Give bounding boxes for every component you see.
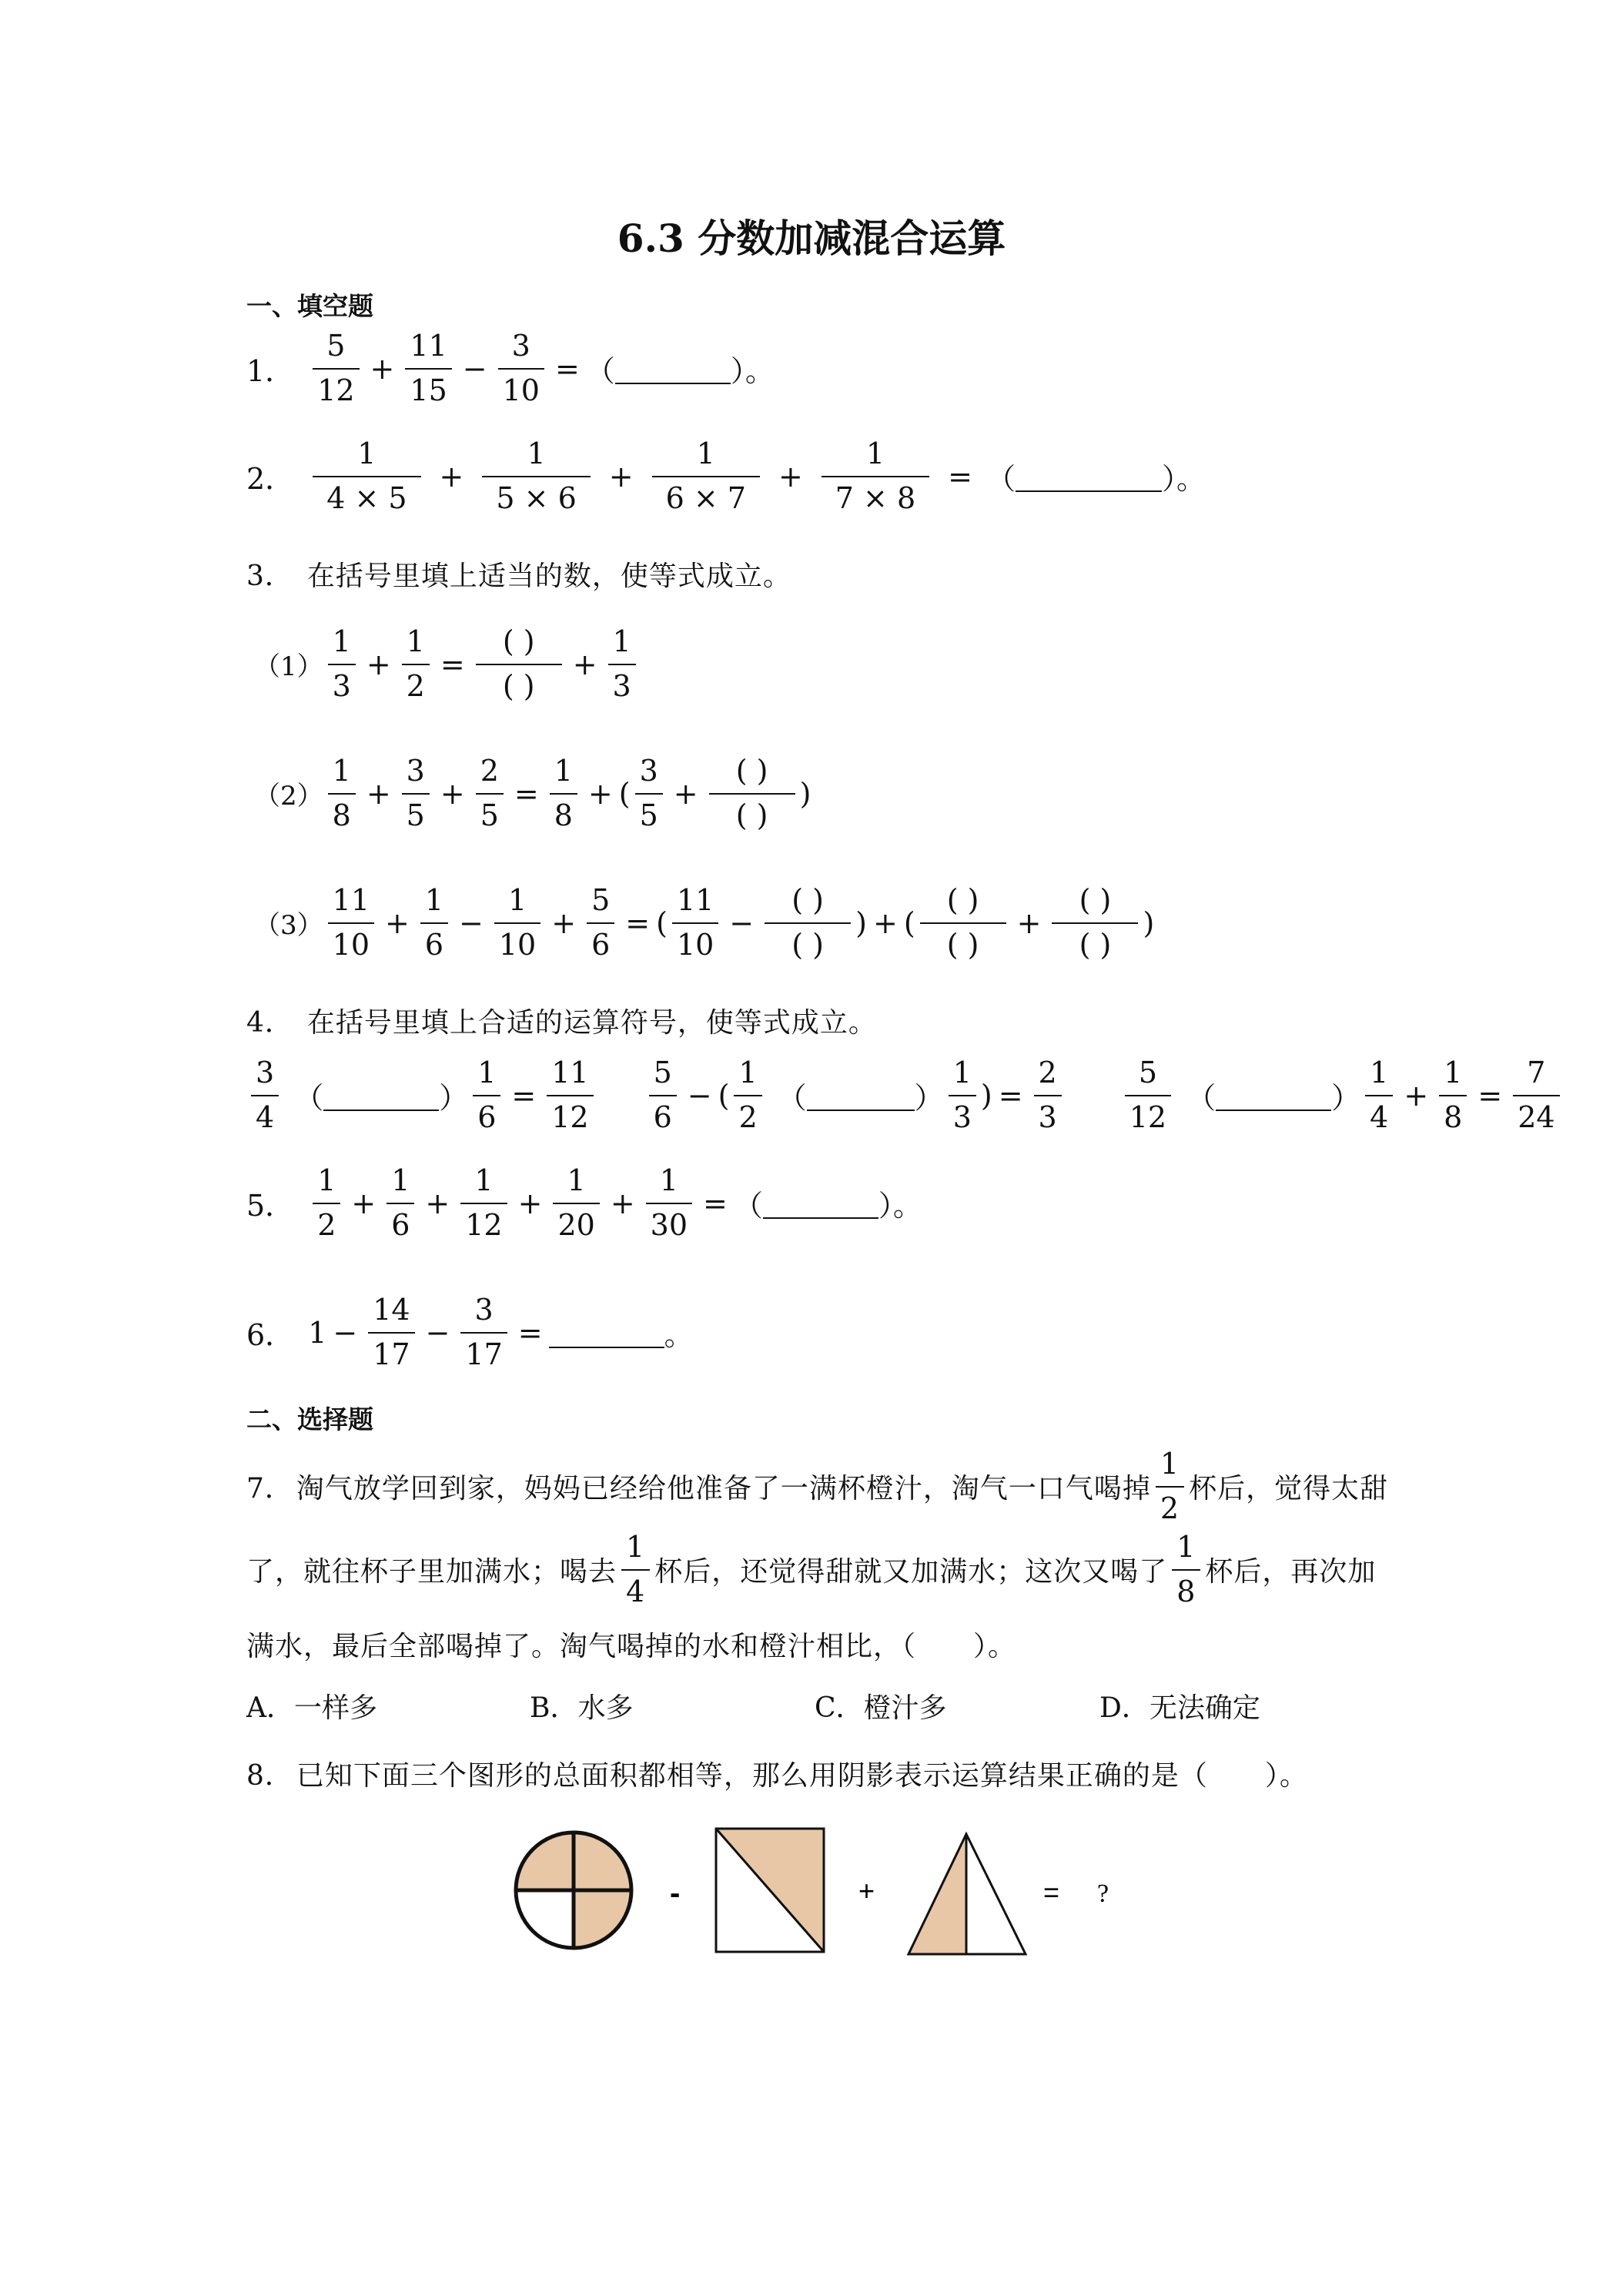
q4-lp-2: （: [777, 1081, 807, 1116]
q3-2-rpar: ): [799, 776, 812, 811]
q6-minus-2: −: [425, 1315, 450, 1350]
question-2: [246, 437, 1206, 515]
q4-frac-b: $\frac{1}{6}$: [473, 1056, 500, 1134]
q3-3-lpar-2: (: [903, 905, 915, 940]
q8-question-mark: ?: [1097, 1879, 1109, 1908]
square-shape: [716, 1829, 824, 1952]
q3-3-minus-1: −: [459, 905, 484, 940]
q6-one: 1: [308, 1315, 327, 1350]
question-1: [246, 330, 775, 407]
q2-right-paren: ）。: [1162, 462, 1206, 497]
q7-frac-eighth: $\frac{1}{8}$: [1172, 1531, 1200, 1608]
q3-3-lpar-1: (: [656, 905, 668, 940]
q2-fraction-3: $\frac{1}{6 \times 7}$: [652, 437, 760, 515]
q7-frac-half: $\frac{1}{2}$: [1156, 1448, 1184, 1525]
q2-op-plus-3: +: [778, 459, 803, 494]
q3-3-plus-4: +: [1016, 905, 1042, 940]
q3-3-blank-frac-3[interactable]: $\frac{( )}{( )}$: [1052, 884, 1138, 962]
q3-text: 在括号里填上适当的数，使等式成立。: [306, 561, 791, 592]
q3-2-lpar: (: [618, 776, 631, 811]
q3-number: 3．: [246, 561, 293, 592]
q3-2-frac-b: $\frac{3}{5}$: [402, 755, 430, 832]
question-8: [246, 1754, 1308, 1793]
q7-text-3: 满水，最后全部喝掉了。淘气喝掉的水和橙汁相比，（ ）。: [246, 1631, 1017, 1662]
q3-3-rpar-1: ): [855, 905, 867, 940]
q3-part-1-label: （1）: [254, 651, 323, 683]
q1-fraction-2: $\frac{11}{15}$: [405, 330, 451, 407]
q6-frac-1: $\frac{14}{17}$: [368, 1294, 414, 1371]
section-choice-heading: 二、选择题: [246, 1404, 373, 1434]
q1-answer-blank[interactable]: [615, 353, 731, 384]
q2-number: 2．: [246, 462, 295, 497]
q4-operator-blank-1[interactable]: [323, 1080, 439, 1111]
q5-answer-blank[interactable]: [763, 1188, 878, 1219]
q3-1-plus-2: +: [572, 647, 597, 681]
q3-3-plus-3: +: [872, 905, 898, 940]
section-fill-heading: 一、填空题: [246, 291, 373, 321]
q8-equals-sign: =: [1043, 1876, 1060, 1908]
q7-frac-quarter: $\frac{1}{4}$: [621, 1531, 650, 1608]
q4-operator-blank-3[interactable]: [1216, 1080, 1331, 1111]
question-3-prompt: [246, 554, 791, 594]
q3-1-frac-c: $\frac{1}{3}$: [608, 625, 636, 703]
q8-plus-sign: +: [858, 1875, 875, 1906]
q4-eq-2: =: [998, 1078, 1023, 1113]
q2-left-paren: （: [986, 462, 1016, 497]
q5-frac-5: $\frac{1}{30}$: [646, 1164, 692, 1242]
q3-3-frac-e: $\frac{11}{10}$: [672, 884, 718, 962]
q4-frac-a: $\frac{3}{4}$: [251, 1056, 279, 1134]
q5-frac-3: $\frac{1}{12}$: [460, 1164, 507, 1242]
circle-shape: [516, 1832, 631, 1948]
q5-equals: =: [703, 1186, 728, 1220]
q4-frac-e: $\frac{1}{3}$: [949, 1056, 976, 1134]
q3-3-frac-d: $\frac{5}{6}$: [587, 884, 614, 962]
q3-3-frac-b: $\frac{1}{6}$: [420, 884, 448, 962]
q3-2-frac-d: $\frac{1}{8}$: [550, 755, 577, 832]
q3-3-plus-2: +: [551, 905, 577, 940]
q4-lp-1: （: [294, 1081, 324, 1116]
q6-minus-1: −: [333, 1315, 358, 1350]
q6-equals: =: [517, 1315, 543, 1350]
q7-choice-a[interactable]: A．一样多: [246, 1692, 377, 1724]
q3-2-plus-3: +: [587, 776, 613, 811]
q2-fraction-4: $\frac{1}{7 \times 8}$: [822, 437, 929, 515]
q6-end: 。: [664, 1318, 694, 1353]
q3-2-frac-e: $\frac{3}{5}$: [635, 755, 663, 832]
q1-fraction-1: $\frac{5}{12}$: [313, 330, 359, 407]
q3-part-3: [254, 884, 1154, 962]
q1-number: 1．: [246, 354, 295, 389]
q4-number: 4．: [246, 1007, 293, 1039]
q3-3-blank-frac-2[interactable]: $\frac{( )}{( )}$: [920, 884, 1006, 962]
q3-part-2: [254, 755, 811, 832]
q3-2-plus-1: +: [366, 776, 391, 811]
q7-text-2c: 杯后，再次加: [1205, 1556, 1377, 1588]
q7-number: 7．: [246, 1473, 293, 1505]
q2-equals: =: [948, 459, 972, 494]
q5-lp: （: [733, 1189, 763, 1223]
q5-plus-3: +: [517, 1186, 543, 1220]
question-4-prompt: [246, 1001, 877, 1040]
question-6: [246, 1294, 694, 1371]
q4-frac-f: $\frac{5}{12}$: [1125, 1056, 1171, 1134]
q4-frac-h: $\frac{1}{8}$: [1439, 1056, 1467, 1134]
q5-number: 5．: [246, 1189, 295, 1223]
q3-1-plus: +: [366, 647, 391, 681]
q4-lpar: (: [718, 1078, 730, 1113]
q3-3-plus-1: +: [385, 905, 410, 940]
q7-choice-d[interactable]: D．无法确定: [1099, 1692, 1260, 1724]
q1-right-paren: ）。: [730, 354, 775, 389]
q3-3-rpar-2: ): [1143, 905, 1155, 940]
q3-1-equals: =: [440, 647, 465, 681]
q1-equals: =: [554, 351, 580, 386]
q3-2-frac-c: $\frac{2}{5}$: [476, 755, 504, 832]
q1-op-plus: +: [370, 351, 395, 386]
q6-frac-2: $\frac{3}{17}$: [460, 1294, 507, 1371]
q5-plus-2: +: [425, 1186, 450, 1220]
q7-line-3: [246, 1625, 1016, 1664]
q7-text-1a: 淘气放学回到家，妈妈已经给他准备了一满杯橙汁，淘气一口气喝掉: [296, 1473, 1151, 1505]
q3-3-equals: =: [625, 905, 651, 940]
q2-fraction-2: $\frac{1}{5 \times 6}$: [482, 437, 590, 515]
q4-frac-r2: $\frac{2}{3}$: [1034, 1056, 1062, 1134]
q8-figure: [508, 1817, 1155, 1963]
q1-op-minus: −: [462, 351, 487, 386]
q7-text-1b: 杯后，觉得太甜: [1189, 1473, 1389, 1505]
q4-equations: [246, 1056, 1564, 1134]
triangle-shape: [909, 1834, 1026, 1954]
q3-part-1: [254, 625, 641, 703]
q2-fraction-1: $\frac{1}{4 \times 5}$: [313, 437, 420, 515]
question-5: [246, 1164, 922, 1242]
q3-part-2-label: （2）: [254, 781, 323, 812]
q3-1-frac-a: $\frac{1}{3}$: [328, 625, 356, 703]
q4-frac-r1: $\frac{11}{12}$: [547, 1056, 593, 1134]
q2-answer-blank[interactable]: [1016, 461, 1162, 492]
q4-rp-1: ）: [439, 1081, 469, 1116]
q1-fraction-3: $\frac{3}{10}$: [498, 330, 544, 407]
q4-minus: −: [687, 1078, 712, 1113]
q7-line-2: [246, 1531, 1376, 1608]
q4-text: 在括号里填上合适的运算符号，使等式成立。: [306, 1007, 877, 1039]
q3-3-frac-a: $\frac{11}{10}$: [328, 884, 374, 962]
q4-eq-3: =: [1477, 1078, 1503, 1113]
q3-2-plus-2: +: [440, 776, 465, 811]
q5-rp: ）。: [878, 1189, 922, 1223]
q3-2-blank-frac[interactable]: $\frac{( )}{( )}$: [709, 755, 795, 832]
q2-op-plus-2: +: [608, 459, 634, 494]
q5-plus-4: +: [610, 1186, 635, 1220]
q4-frac-r3: $\frac{7}{24}$: [1513, 1056, 1559, 1134]
q7-text-2a: 了，就往杯子里加满水；喝去: [246, 1556, 617, 1588]
q3-part-3-label: （3）: [254, 910, 323, 942]
q3-3-frac-c: $\frac{1}{10}$: [494, 884, 540, 962]
q4-eq-1: =: [511, 1078, 537, 1113]
page-title: 6.3 分数加减混合运算: [617, 216, 1006, 261]
q7-text-2b: 杯后，还觉得甜就又加满水；这次又喝了: [654, 1556, 1168, 1588]
q7-line-1: [246, 1448, 1388, 1525]
q3-3-blank-frac-1[interactable]: $\frac{( )}{( )}$: [765, 884, 851, 962]
q8-number: 8．: [246, 1760, 293, 1792]
q3-2-plus-4: +: [673, 776, 698, 811]
q3-3-minus-2: −: [729, 905, 755, 940]
q8-text: 已知下面三个图形的总面积都相等，那么用阴影表示运算结果正确的是（ ）。: [296, 1760, 1308, 1792]
q4-plus: +: [1404, 1078, 1429, 1113]
q5-frac-1: $\frac{1}{2}$: [313, 1164, 340, 1242]
q4-rpar: ): [980, 1078, 992, 1113]
q4-lp-3: （: [1186, 1081, 1216, 1116]
q7-choice-c[interactable]: C．橙汁多: [815, 1692, 947, 1724]
q2-op-plus-1: +: [439, 459, 464, 494]
q4-frac-c: $\frac{5}{6}$: [649, 1056, 677, 1134]
q3-2-frac-a: $\frac{1}{8}$: [328, 755, 356, 832]
q4-rp-3: ）: [1331, 1081, 1361, 1116]
q4-frac-d: $\frac{1}{2}$: [734, 1056, 761, 1134]
q5-frac-2: $\frac{1}{6}$: [387, 1164, 414, 1242]
q6-answer-blank[interactable]: [549, 1317, 664, 1348]
q5-plus-1: +: [351, 1186, 376, 1220]
q3-1-blank-frac[interactable]: $\frac{( )}{( )}$: [476, 625, 562, 703]
q4-frac-g: $\frac{1}{4}$: [1365, 1056, 1393, 1134]
q3-1-frac-b: $\frac{1}{2}$: [402, 625, 430, 703]
q8-minus-sign: -: [670, 1876, 681, 1910]
q4-rp-2: ）: [914, 1081, 944, 1116]
q3-2-equals: =: [514, 776, 539, 811]
q7-choice-b[interactable]: B．水多: [530, 1692, 634, 1724]
q5-frac-4: $\frac{1}{20}$: [553, 1164, 599, 1242]
q1-left-paren: （: [585, 354, 615, 389]
q4-operator-blank-2[interactable]: [807, 1080, 915, 1111]
q6-number: 6．: [246, 1318, 295, 1353]
